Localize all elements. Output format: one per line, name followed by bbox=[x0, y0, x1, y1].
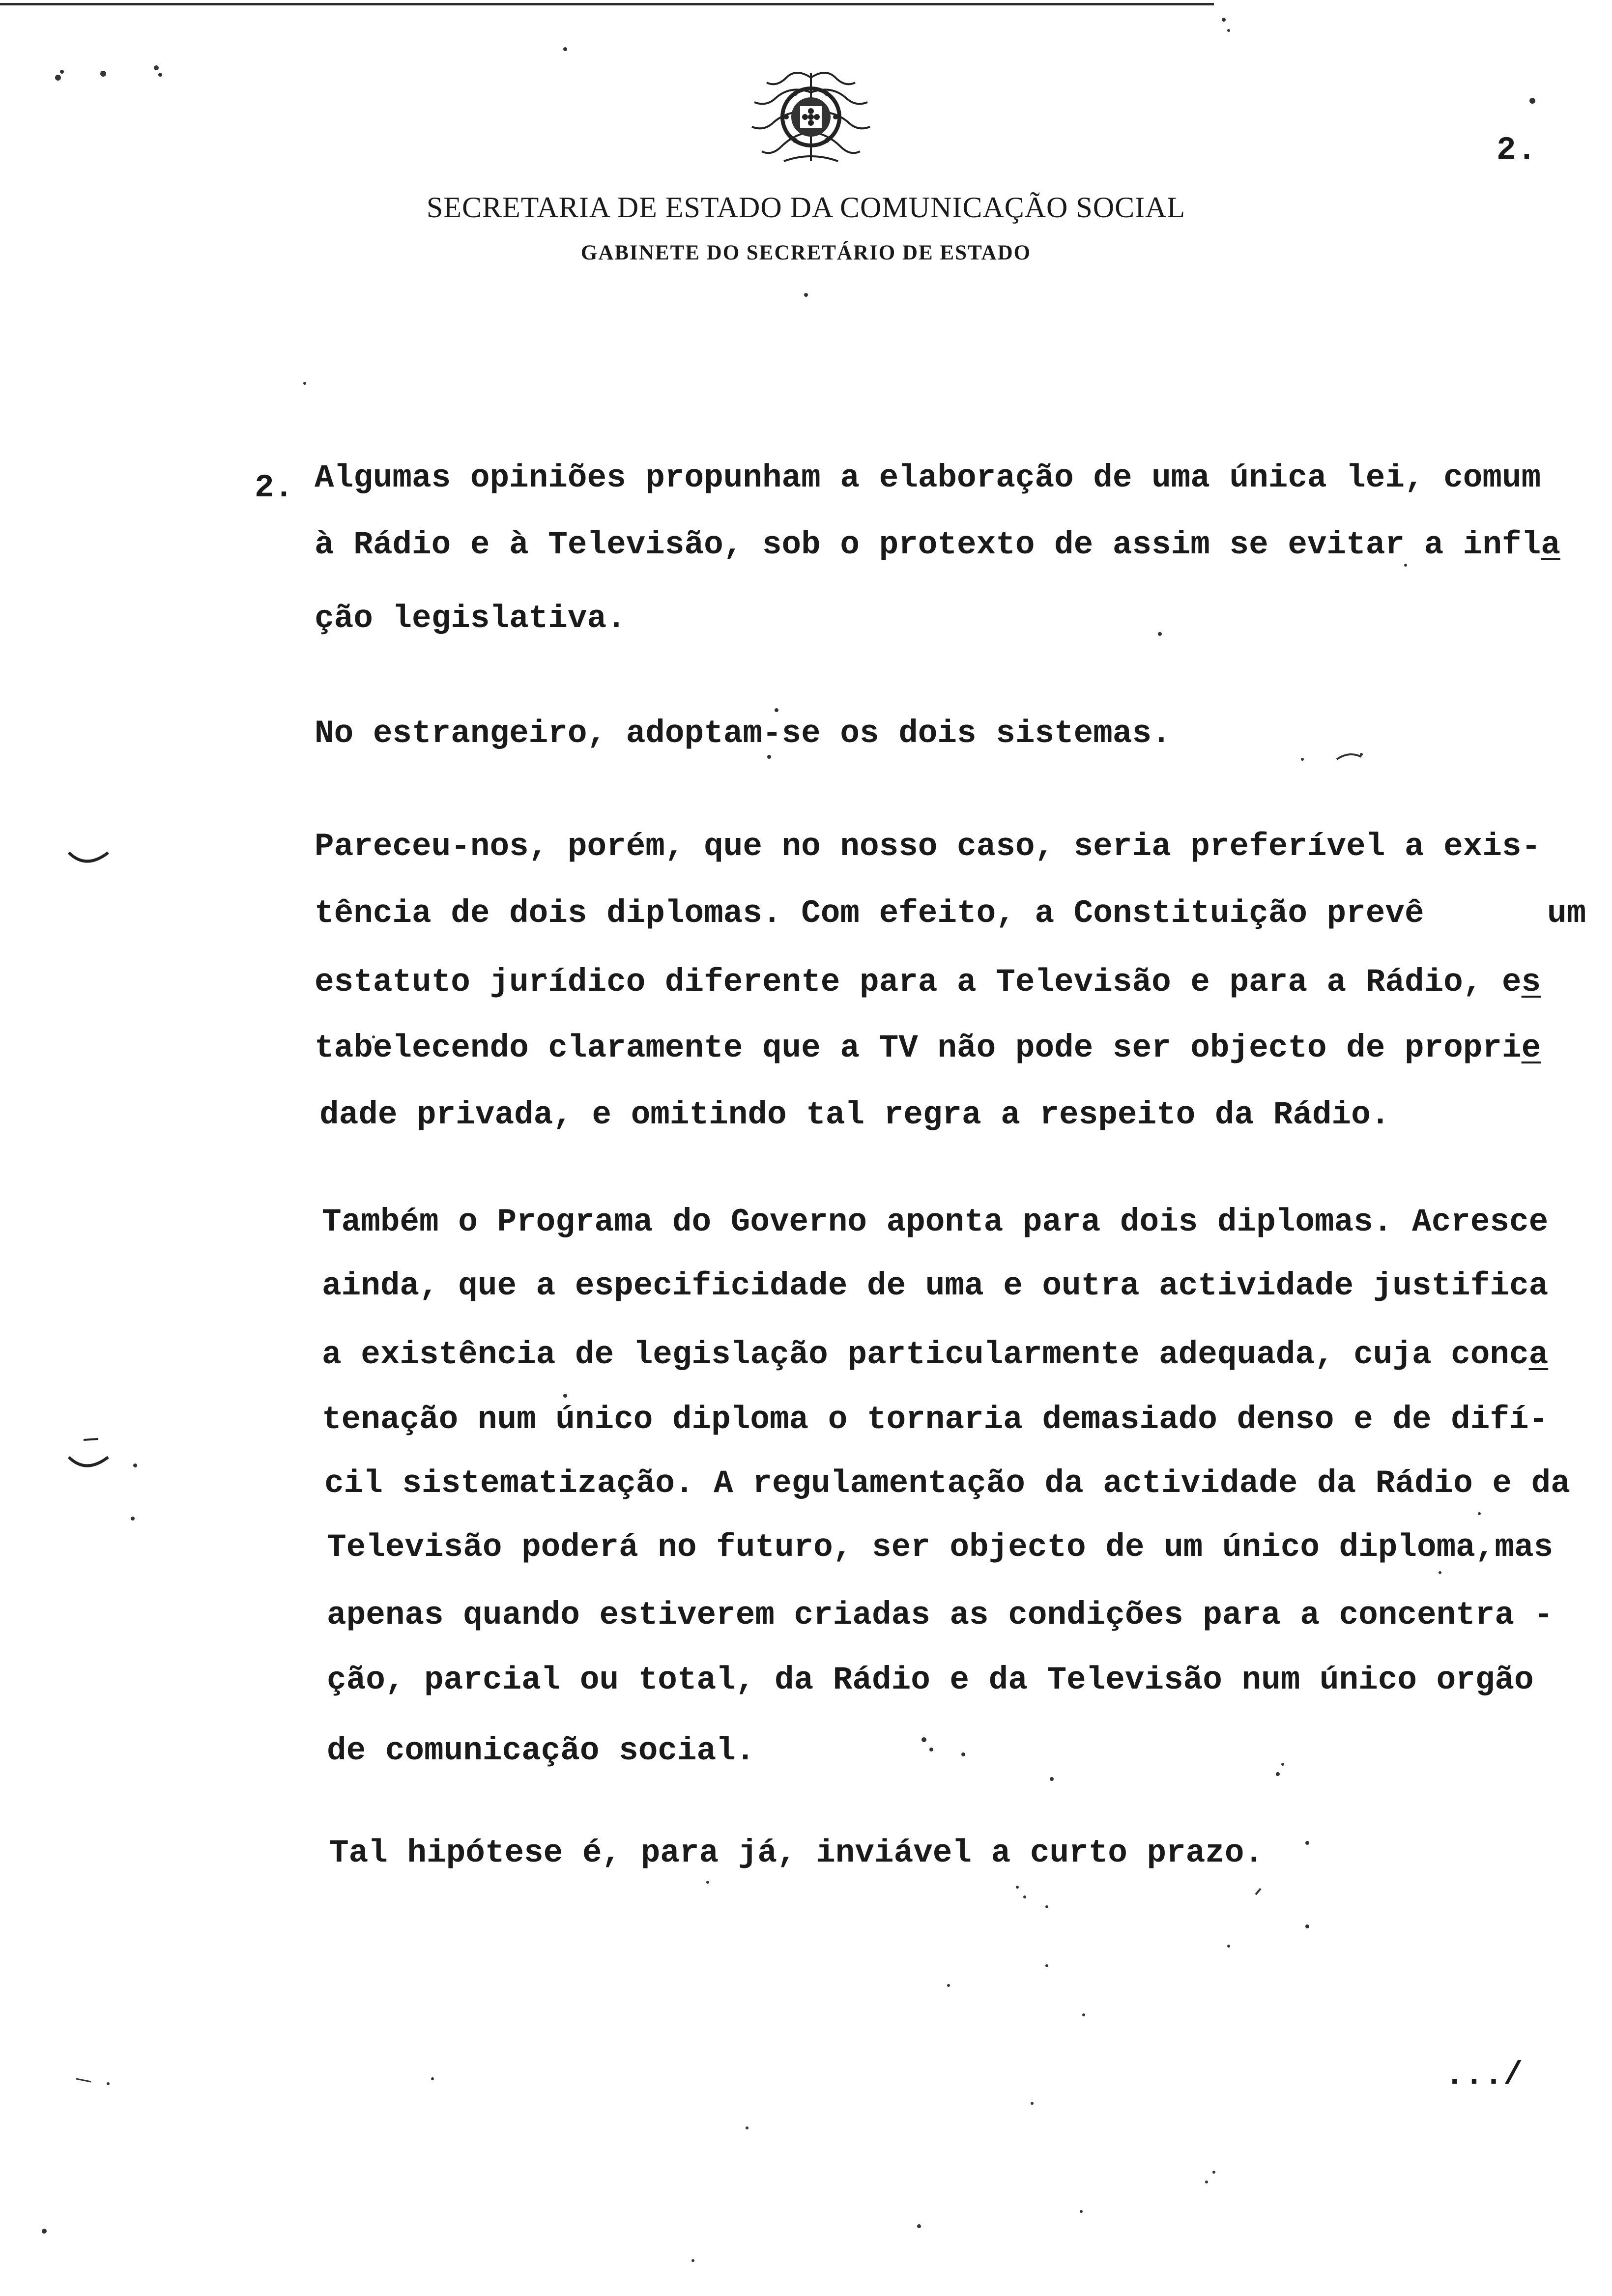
p3-line-4-text: tabelecendo claramente que a TV não pode ser objecto de propri bbox=[315, 1030, 1522, 1066]
p1-line-3 bbox=[315, 600, 626, 637]
p3-line-4 bbox=[315, 1032, 1541, 1064]
coat-of-arms-emblem bbox=[737, 63, 885, 171]
p4-line-5 bbox=[324, 1467, 1570, 1500]
p4-line-3-tail: a bbox=[1528, 1336, 1549, 1373]
p4-line-7 bbox=[327, 1599, 1553, 1632]
p1-line-2 bbox=[315, 526, 1560, 563]
page-number: 2. bbox=[1497, 132, 1538, 169]
continuation-mark: .../ bbox=[1445, 2057, 1523, 2094]
p3-line-2 bbox=[315, 897, 1424, 930]
p3-line-4-tail: e bbox=[1521, 1030, 1541, 1066]
p2-line-1 bbox=[315, 715, 1171, 752]
p4-line-1 bbox=[322, 1206, 1548, 1238]
p1-line-2-tail: a bbox=[1541, 526, 1560, 563]
p1-line-1-text: Algumas opiniões propunham a elaboração de uma única lei, comum bbox=[315, 459, 1541, 496]
p4-line-1-text: Também o Programa do Governo aponta para dois diplomas. Acresce bbox=[322, 1204, 1549, 1240]
p5-line-1 bbox=[329, 1837, 1264, 1869]
p2-line-1-text: No estrangeiro, adoptam-se os dois sistemas. bbox=[315, 715, 1171, 752]
p3-line-2-text: tência de dois diplomas. Com efeito, a Constituição prevê bbox=[315, 895, 1424, 932]
item-number: 2. bbox=[255, 469, 294, 506]
p4-line-4-text: tenação num único diploma o tornaria demasiado denso e de difí- bbox=[322, 1401, 1549, 1438]
p1-line-2-text: à Rádio e à Televisão, sob o protexto de assim se evitar a infl bbox=[315, 526, 1541, 563]
p4-line-6 bbox=[327, 1531, 1553, 1564]
p1-line-1 bbox=[315, 459, 1541, 496]
p3-line-2-end: um bbox=[1547, 895, 1586, 932]
p4-line-2-text: ainda, que a especificidade de uma e outra actividade justifica bbox=[322, 1267, 1549, 1304]
p4-line-9 bbox=[327, 1732, 755, 1769]
letterhead-title: SECRETARIA DE ESTADO DA COMUNICAÇÃO SOCIAL bbox=[426, 191, 1186, 224]
p3-line-3-tail: s bbox=[1521, 964, 1541, 1001]
p3-line-1-text: Pareceu-nos, porém, que no nosso caso, seria preferível a exis- bbox=[315, 828, 1541, 865]
p3-line-5 bbox=[319, 1096, 1390, 1133]
p4-line-3-text: a existência de legislação particularmente adequada, cuja conc bbox=[322, 1336, 1529, 1373]
p4-line-9-text: de comunicação social. bbox=[327, 1732, 755, 1769]
margin-bracket-mark-2 bbox=[66, 1435, 140, 1479]
p4-line-4 bbox=[322, 1401, 1549, 1438]
p4-line-8-text: ção, parcial ou total, da Rádio e da Televisão num único orgão bbox=[327, 1662, 1534, 1698]
p3-line-5-text: dade privada, e omitindo tal regra a respeito da Rádio. bbox=[319, 1096, 1390, 1133]
p4-line-6-text: Televisão poderá no futuro, ser objecto de um único diploma,mas bbox=[327, 1529, 1554, 1566]
p4-line-2 bbox=[322, 1267, 1549, 1304]
p4-line-8 bbox=[327, 1664, 1534, 1696]
margin-bracket-mark-1 bbox=[66, 845, 115, 875]
p5-line-1-text: Tal hipótese é, para já, inviável a curto prazo. bbox=[329, 1835, 1264, 1871]
p3-line-3-text: estatuto jurídico diferente para a Televisão e para a Rádio, e bbox=[315, 964, 1522, 1001]
p4-line-5-text: cil sistematização. A regulamentação da actividade da Rádio e da bbox=[324, 1465, 1570, 1502]
p3-line-1 bbox=[315, 828, 1541, 865]
p4-line-3 bbox=[322, 1336, 1549, 1373]
p4-line-7-text: apenas quando estiverem criadas as condições para a concentra - bbox=[327, 1597, 1554, 1634]
p3-line-3 bbox=[315, 966, 1541, 999]
p1-line-3-text: ção legislativa. bbox=[315, 600, 626, 637]
letterhead-subtitle: GABINETE DO SECRETÁRIO DE ESTADO bbox=[580, 241, 1032, 264]
